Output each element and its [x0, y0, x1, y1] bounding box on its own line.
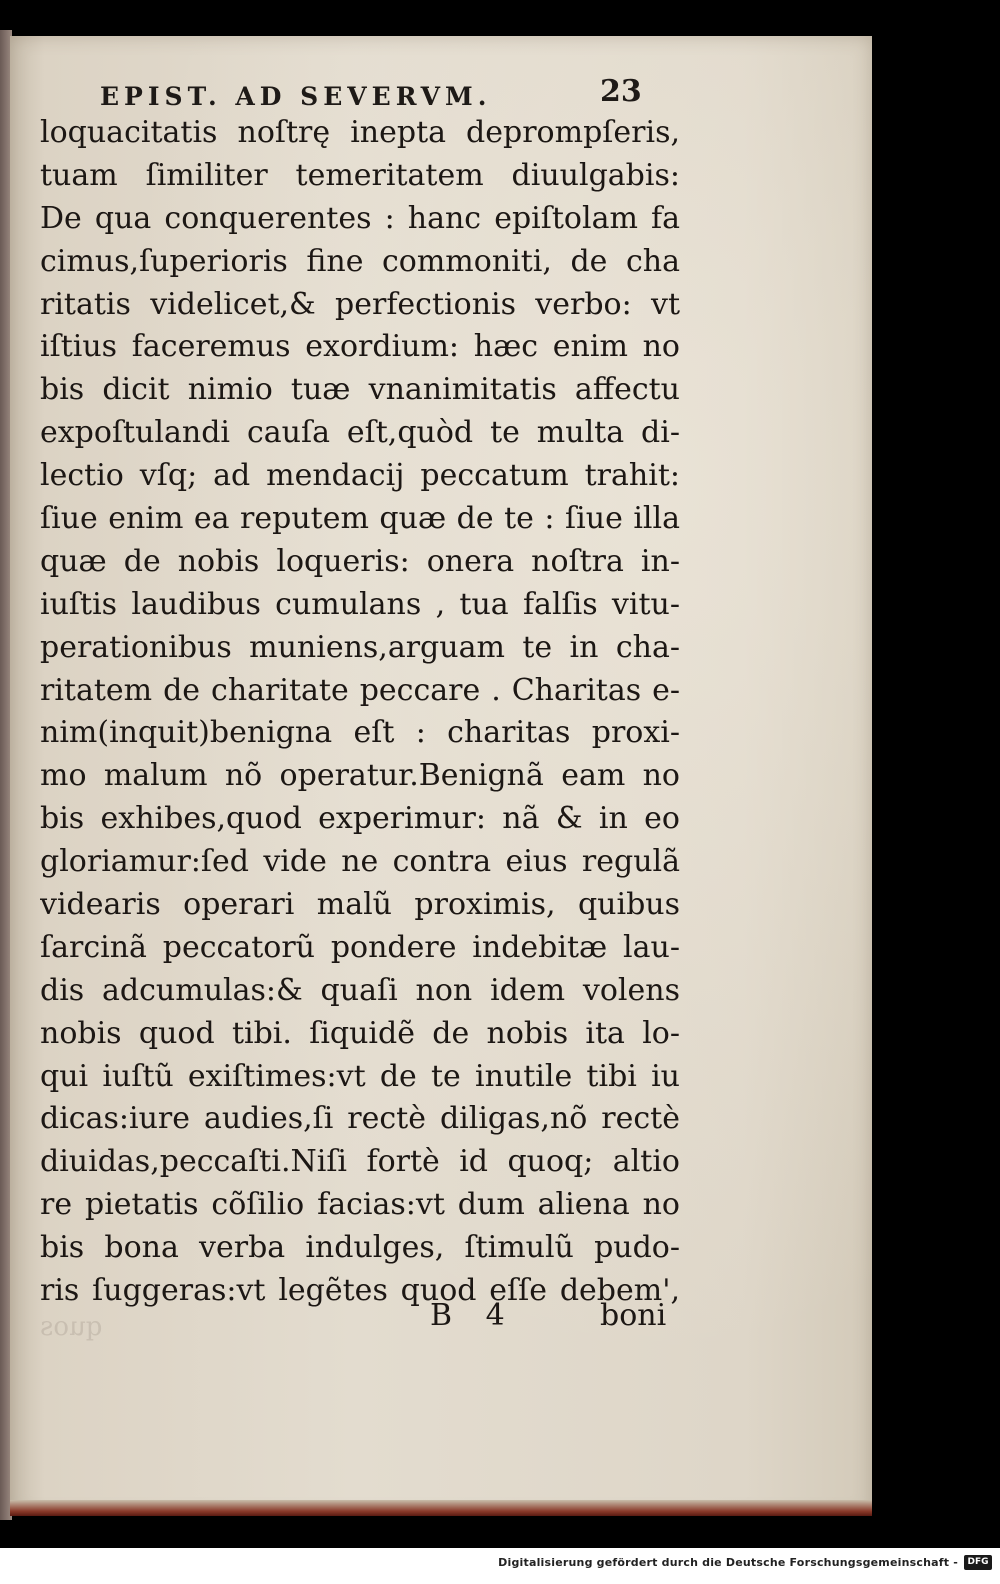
text-line: iſtius faceremus exordium: hæc enim no: [40, 329, 680, 365]
text-line: videaris operari malũ proximis, quibus: [40, 887, 680, 923]
page-footer: [40, 1298, 680, 1338]
credit-bar: [0, 1548, 1000, 1584]
catchword: boni: [600, 1298, 667, 1333]
dfg-logo: DFG: [964, 1555, 992, 1570]
text-line: De qua conquerentes : hanc epiſtolam fa: [40, 200, 680, 236]
text-line: ris ſuggeras:vt legẽtes quod eſſe debem',: [40, 1273, 680, 1309]
text-line: re pietatis cõſilio facias:vt dum aliena no: [40, 1187, 680, 1223]
bleed-through-text: quos: [40, 1312, 103, 1342]
text-line: expoſtulandi cauſa eſt,quòd te multa di-: [40, 415, 680, 451]
text-line: dis adcumulas:& quaſi non idem volens: [40, 972, 680, 1008]
text-line: qui iuſtũ exiſtimes:vt de te inutile tibi iu: [40, 1058, 680, 1094]
text-line: ritatis videlicet,& perfectionis verbo: vt: [40, 286, 680, 322]
body-text: [40, 112, 680, 1313]
text-line: cimus,ſuperioris fine commoniti, de cha: [40, 243, 680, 279]
text-line: ritatem de charitate peccare . Charitas e-: [40, 672, 680, 708]
signature-mark: B 4: [430, 1298, 517, 1333]
text-line: ſiue enim ea reputem quæ de te : ſiue illa: [40, 501, 680, 537]
text-line: mo malum nõ operatur.Benignã eam no: [40, 758, 680, 794]
text-line: diuidas,peccaſti.Niſi fortè id quoq; altio: [40, 1144, 680, 1180]
text-line: lectio vſq; ad mendacij peccatum trahit:: [40, 458, 680, 494]
text-line: iuſtis laudibus cumulans , tua falſis vitu-: [40, 586, 680, 622]
text-line: loquacitatis noſtrę inepta deprompſeris,: [40, 115, 680, 150]
text-line: bis bona verba indulges, ſtimulũ pudo-: [40, 1230, 680, 1266]
credit-text: Digitalisierung gefördert durch die Deutsche Forschungsgemeinschaft -: [498, 1556, 958, 1569]
text-line: nobis quod tibi. ſiquidẽ de nobis ita lo-: [40, 1015, 680, 1051]
page-number: 23: [600, 74, 642, 109]
running-title: EPIST. AD SEVERVM.: [100, 82, 492, 111]
text-line: nim(inquit)benigna eſt : charitas proxi-: [40, 715, 680, 751]
text-line: quæ de nobis loqueris: onera noſtra in-: [40, 543, 680, 579]
text-line: tuam ſimiliter temeritatem diuulgabis:: [40, 157, 680, 193]
text-line: gloriamur:ſed vide ne contra eius regulã: [40, 844, 680, 880]
text-line: ſarcinã peccatorũ pondere indebitæ lau-: [40, 929, 680, 965]
page-header: [100, 72, 660, 112]
text-line: bis exhibes,quod experimur: nã & in eo: [40, 801, 680, 837]
text-line: bis dicit nimio tuæ vnanimitatis affectu: [40, 372, 680, 408]
text-line: perationibus muniens,arguam te in cha-: [40, 629, 680, 665]
text-line: dicas:iure audies,ſi rectè diligas,nõ rectè: [40, 1101, 680, 1137]
page-bottom-edge: [10, 1500, 872, 1516]
